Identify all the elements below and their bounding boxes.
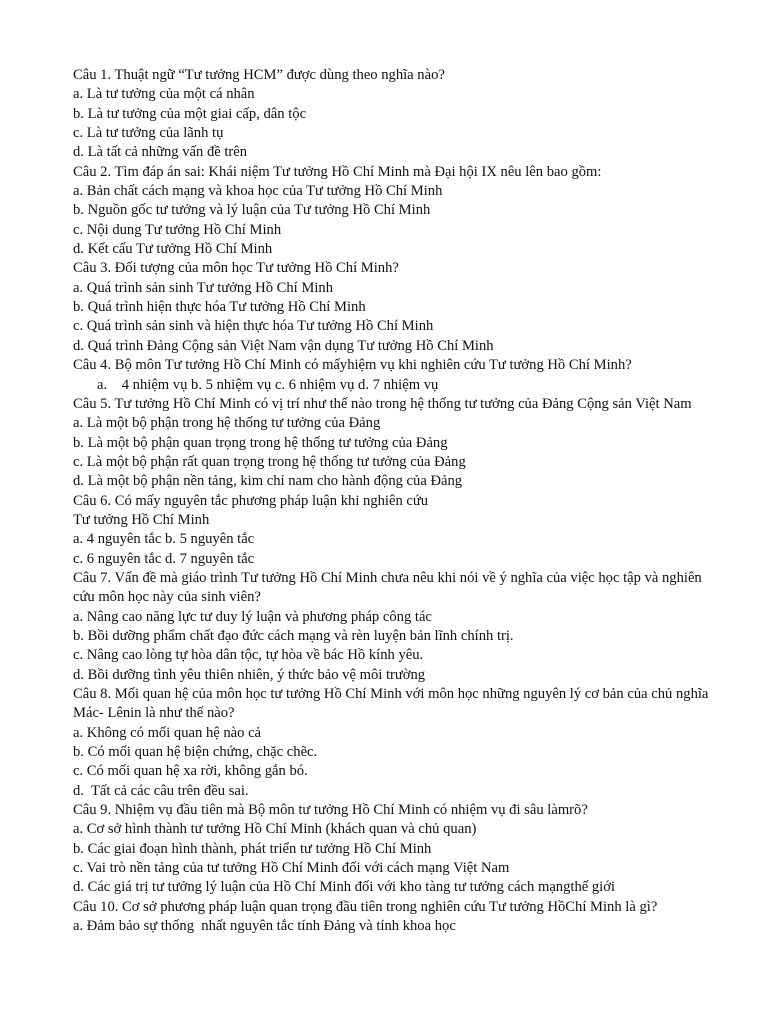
question-4: Câu 4. Bộ môn Tư tưởng Hồ Chí Minh có mấyhiệm vụ khi nghiên cứu Tư tưởng Hồ Chí Minh? — [73, 357, 632, 374]
answer-7c: c. Nâng cao lòng tự hòa dân tộc, tự hòa về bác Hồ kính yêu. — [73, 647, 424, 664]
answer-8d: d. Tất cả các câu trên đều sai. — [73, 782, 249, 799]
answer-1d: d. Là tất cả những vấn đề trên — [73, 144, 248, 161]
answer-5a: a. Là một bộ phận trong hệ thống tư tưởng của Đảng — [73, 415, 381, 432]
answer-8c: c. Có mối quan hệ xa rời, không gắn bó. — [73, 763, 308, 780]
answer-1c: c. Là tư tưởng của lãnh tụ — [73, 125, 224, 142]
answer-3a: a. Quá trình sản sinh Tư tưởng Hồ Chí Minh — [73, 279, 334, 296]
answer-8b: b. Có mối quan hệ biện chứng, chặc chẽc. — [73, 744, 318, 761]
answer-7b: b. Bồi dưỡng phẩm chất đạo đức cách mạng và rèn luyện bản lĩnh chính trị. — [73, 627, 514, 644]
question-9: Câu 9. Nhiệm vụ đầu tiên mà Bộ môn tư tưởng Hồ Chí Minh có nhiệm vụ đi sâu làmrõ? — [73, 802, 588, 819]
question-5: Câu 5. Tư tưởng Hồ Chí Minh có vị trí như thế nào trong hệ thống tư tưởng của Đảng Cộng sản Việt Nam — [73, 395, 692, 412]
question-1: Câu 1. Thuật ngữ “Tư tưởng HCM” được dùng theo nghĩa nào? — [73, 67, 445, 83]
question-2: Câu 2. Tìm đáp án sai: Khái niệm Tư tưởng Hồ Chí Minh mà Đại hội IX nêu lên bao gồm: — [73, 163, 602, 180]
answer-3b: b. Quá trình hiện thực hóa Tư tưởng Hồ Chí Minh — [73, 299, 366, 316]
question-6: Câu 6. Có mấy nguyên tắc phương pháp luận khi nghiên cứu — [73, 492, 429, 509]
answer-7a: a. Nâng cao năng lực tư duy lý luận và phương pháp công tác — [73, 608, 432, 625]
answers-4: a. 4 nhiệm vụ b. 5 nhiệm vụ c. 6 nhiệm vụ d. 7 nhiệm vụ — [97, 376, 439, 393]
answer-2b: b. Nguồn gốc tư tưởng và lý luận của Tư tưởng Hồ Chí Minh — [73, 202, 431, 219]
answer-5c: c. Là một bộ phận rất quan trọng trong hệ thống tư tưởng của Đảng — [73, 453, 466, 470]
answer-5d: d. Là một bộ phận nền tảng, kim chỉ nam cho hành động của Đảng — [73, 473, 463, 490]
answer-3c: c. Quá trình sản sinh và hiện thực hóa Tư tưởng Hồ Chí Minh — [73, 318, 434, 335]
answer-9d: d. Các giá trị tư tưởng lý luận của Hồ Chí Minh đối với kho tàng tư tưởng cách mạngthế giới — [73, 879, 615, 896]
answer-3d: d. Quá trình Đảng Cộng sản Việt Nam vận dụng Tư tưởng Hồ Chí Minh — [73, 337, 494, 354]
question-3: Câu 3. Đối tượng của môn học Tư tưởng Hồ Chí Minh? — [73, 260, 399, 277]
question-10: Câu 10. Cơ sở phương pháp luận quan trọng đầu tiên trong nghiên cứu Tư tưởng HồChí Minh là gì? — [73, 898, 658, 915]
answer-9a: a. Cơ sở hình thành tư tưởng Hồ Chí Minh (khách quan và chủ quan) — [73, 821, 477, 838]
answer-7d: d. Bồi dưỡng tình yêu thiên nhiên, ý thức bảo vệ môi trường — [73, 666, 426, 683]
question-8: Câu 8. Mối quan hệ của môn học tư tưởng Hồ Chí Minh với môn học những nguyên lý cơ bản của chủ nghĩa Mác- Lênin là như thế nào? — [73, 686, 709, 722]
question-6-cont: Tư tưởng Hồ Chí Minh — [73, 511, 210, 528]
document-page — [73, 66, 713, 936]
answer-5b: b. Là một bộ phận quan trọng trong hệ thống tư tưởng của Đảng — [73, 434, 448, 451]
answers-6cd: c. 6 nguyên tắc d. 7 nguyên tắc — [73, 550, 255, 567]
question-7: Câu 7. Vấn đề mà giáo trình Tư tưởng Hồ Chí Minh chưa nêu khi nói về ý nghĩa của việc học tập và nghiên cứu môn học này của sinh viên? — [73, 569, 702, 606]
answer-9b: b. Các giai đoạn hình thành, phát triển tư tưởng Hồ Chí Minh — [73, 840, 432, 857]
answer-9c: c. Vai trò nền tảng của tư tưởng Hồ Chí Minh đối với cách mạng Việt Nam — [73, 860, 510, 877]
answer-10a: a. Đảm bảo sự thống nhất nguyên tắc tính Đảng và tính khoa học — [73, 918, 456, 935]
answer-2a: a. Bản chất cách mạng và khoa học của Tư tưởng Hồ Chí Minh — [73, 183, 443, 200]
answer-1b: b. Là tư tưởng của một giai cấp, dân tộc — [73, 105, 307, 122]
answers-6ab: a. 4 nguyên tắc b. 5 nguyên tắc — [73, 531, 255, 548]
answer-2c: c. Nội dung Tư tưởng Hồ Chí Minh — [73, 221, 282, 238]
answer-1a: a. Là tư tưởng của một cá nhân — [73, 86, 255, 103]
answer-8a: a. Không có mối quan hệ nào cả — [73, 724, 262, 741]
answer-2d: d. Kết cấu Tư tưởng Hồ Chí Minh — [73, 241, 273, 258]
